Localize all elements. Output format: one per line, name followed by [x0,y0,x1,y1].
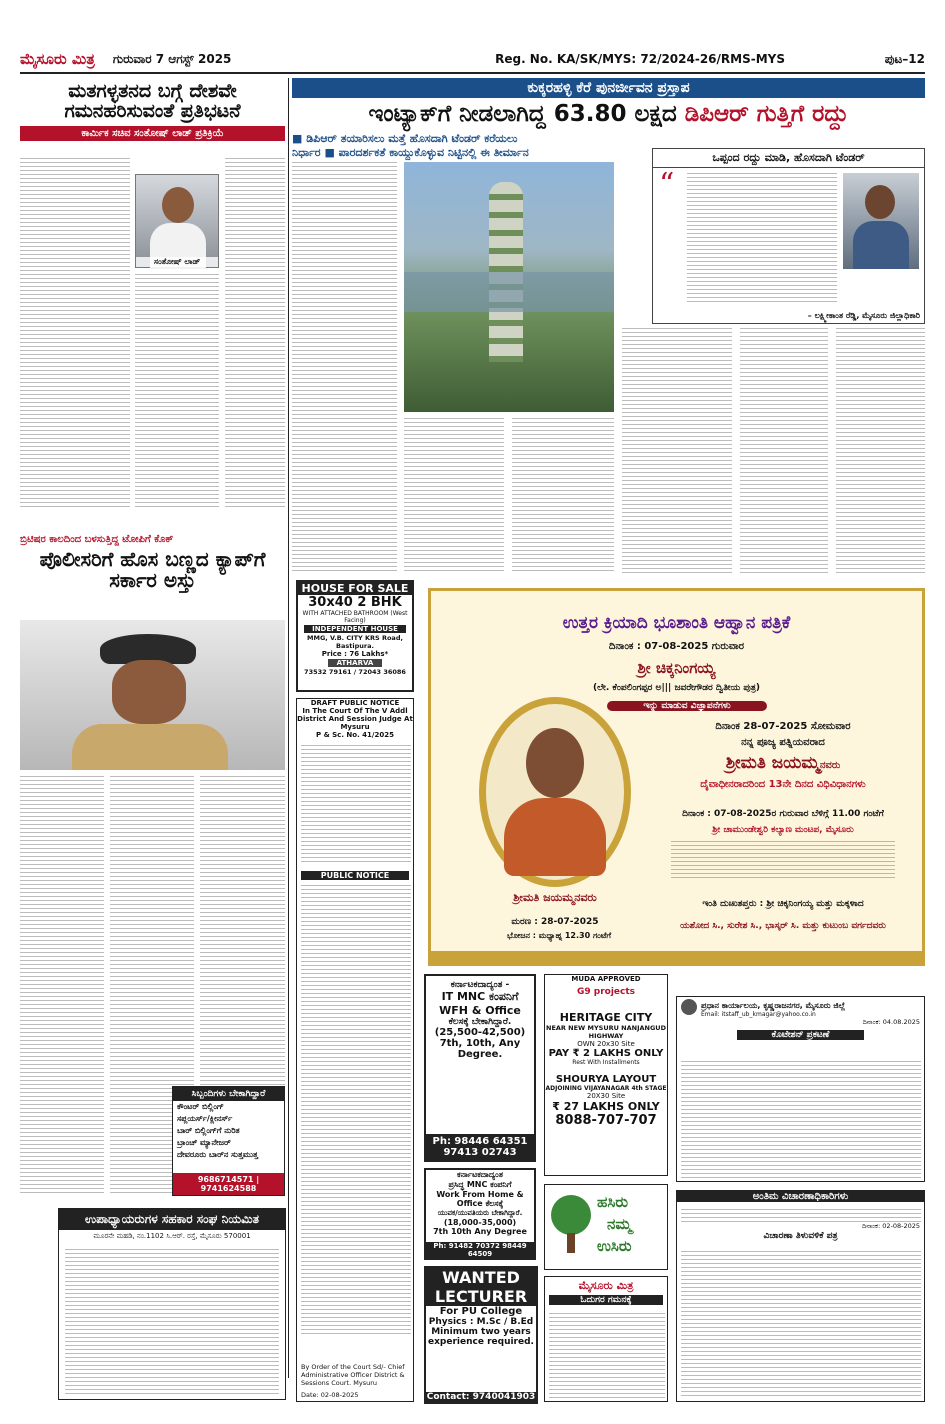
obituary-name-main: ಶ್ರೀಮತಿ ಜಯಮ್ಮ [725,753,820,773]
police-uniform [72,724,228,770]
house-ad-brand: ATHARVA [328,659,382,667]
job-ad-1-phone: Ph: 98446 64351 97413 02743 [426,1134,534,1160]
main-headline-black: ಇಂಟ್ಯಾಕ್‌ಗೆ ನೀಡಲಾಗಿದ್ದ 63.80 ಲಕ್ಷದ [368,101,677,127]
cooperative-society-ad [58,1208,286,1400]
job-ad-1-line2: IT MNC ಕಂಪನಿಗೆ [441,990,519,1003]
obituary-name-suffix: ನವರು [819,760,841,771]
obituary-banner: ಇನ್ನು ಮಾಡುವ ವಿಜ್ಞಾಪನೆಗಳು [607,701,767,711]
realty-layout-price: ₹ 27 LAKHS ONLY [552,1100,660,1113]
lad-photo [135,174,219,268]
main-story-text-col6 [836,328,925,574]
coop-ad-text [65,1249,279,1395]
obituary-footer-strip [431,951,922,963]
realty-dims: OWN 20x30 Site [577,1040,635,1048]
obituary-date: ದಿನಾಂಕ : 07-08-2025 ಗುರುವಾರ [608,641,745,652]
mitra-box-sub: ಓದುಗರ ಗಮನಕ್ಕೆ [549,1295,663,1305]
main-story-text-col3 [512,418,614,574]
obituary-photo-caption-name: ಶ್ರೀಮತಿ ಜಯಮ್ಮನವರು [513,891,597,904]
mitra-box-text [549,1313,665,1399]
quote-box [652,148,925,324]
house-ad-price: Price : 76 Lakhs* [321,650,389,658]
house-ad-address: MMG, V.B. CITY KRS Road, Bastipura. [307,634,403,650]
notice-court: In The Court Of The V Addl District And Session Judge At Mysuru [297,707,413,731]
wanted-line2: Physics : M.Sc / B.Ed [428,1317,534,1327]
main-story [292,78,925,578]
govt-ref: ದಿನಾಂಕ: 04.08.2025 [862,1018,920,1026]
obituary-family-line: ಯಶೋದ ಸಿ., ಸುರೇಶ ಸಿ., ಭಾಸ್ಕರ್ ಸಿ. ಮತ್ತು ಕುಟುಂಬ ವರ್ಗದವರು [680,921,886,931]
staff-ad-phone: 9686714571 | 9741624588 [173,1173,284,1195]
realty-brand: G9 projects [576,987,636,997]
main-story-text-col1 [292,162,397,574]
realty-location: NEAR NEW MYSURU NANJANGUD HIGHWAY [546,1024,666,1040]
notice-body-text [301,885,411,1335]
wanted-title-2: LECTURER [426,1287,536,1306]
green-slogan-ad [544,1184,668,1270]
main-story-headline [292,102,925,126]
main-story-subhead-1: ■ ಡಿಪಿಆರ್ ತಯಾರಿಸಲು ಮತ್ತೆ ಹೊಸದಾಗಿ ಟೆಂಡರ್ ಕರೆಯಲು [292,132,518,146]
obituary-photo-face [526,728,584,798]
realty-layout-loc: ADJOINING VIJAYANAGAR 4th STAGE [545,1085,667,1092]
job-ad-1-qual: 7th, 10th, Any Degree. [439,1038,521,1060]
left-story-1-text-col3 [225,158,285,510]
dc-photo-face [865,185,895,219]
left-story-1 [20,78,285,518]
house-ad-title: HOUSE FOR SALE [298,582,412,595]
dc-photo [843,173,919,269]
masthead [20,48,925,70]
main-story-text-col2 [404,418,504,574]
govt-email: Email: itstaff_ub_kmagar@yahoo.co.in [701,1011,816,1018]
job-ad-2 [424,1168,536,1260]
obituary-invitation [428,588,925,966]
wanted-contact: Contact: 9740041903 [426,1392,536,1402]
draft-public-notice [296,698,414,1402]
job-ad-2-line4: ಯುವಕ/ಯುವತಿಯರು ಬೇಕಾಗಿದ್ದಾರೆ. [437,1209,523,1217]
job-ad-2-phone: Ph: 91482 70372 98449 64509 [426,1242,534,1258]
job-ad-2-line1: ಕರ್ನಾಟಕದಾದ್ಯಂತ [457,1170,503,1179]
main-story-text-col4 [622,328,732,574]
quote-box-text [687,173,837,303]
realty-rest: Rest With Installments [572,1059,640,1066]
job-ad-1-line1: ಕರ್ನಾಟಕದಾದ್ಯಂತ - [450,980,510,990]
tree-trunk-icon [567,1233,575,1253]
green-line-1: ಹಸಿರು [597,1193,629,1211]
main-story-kicker: ಕುಕ್ಕರಹಳ್ಳಿ ಕೆರೆ ಪುನರ್ಜೀವನ ಪ್ರಸ್ತಾಪ [292,78,925,98]
job-ad-1 [424,974,536,1162]
job-ad-1-line4: ಕೆಲಸಕ್ಕೆ ಬೇಕಾಗಿದ್ದಾರೆ. [448,1017,512,1027]
job-ad-2-line3: Work From Home & Office ಕೆಲಸಕ್ಕೆ [436,1190,524,1208]
job-ad-2-line2: ಪ್ರಸಿದ್ಧ MNC ಕಂಪನಿಗೆ [448,1180,512,1189]
readers-notice-box [544,1276,668,1402]
police-face [112,660,186,724]
obituary-died-line: ದಿನಾಂಕ 28-07-2025 ಸೋಮವಾರ [715,721,851,732]
left-story-2-kicker: ಬ್ರಿಟಿಷರ ಕಾಲದಿಂದ ಬಳಸುತ್ತಿದ್ದ ಟೋಪಿಗೆ ಕೊಕ್ [20,534,174,545]
final-heading: ಅಂತಿಮ ವಿಚಾರಣಾಧಿಕಾರಿಗಳು [677,1191,924,1202]
staff-ad-item-0: ಕೌಂಟರ್ ಬಿಲ್ಲಿಂಗ್ [177,1102,224,1111]
wanted-sub: For PU College [439,1306,523,1317]
house-ad-sub: WITH ATTACHED BATHROOM (West Facing) [302,610,408,624]
final-notice-text [681,1251,921,1399]
staff-wanted-ad [172,1086,285,1196]
obituary-host-sub: (ಲೇ. ಕೆಂಪಲಿಂಗಪ್ಪರ ಅ||| ಜವರೇಗೌಡರ ದ್ವಿತೀಯ ಪುತ್ರ) [592,683,761,693]
govt-emblem-icon [681,999,697,1015]
final-ref: ದಿನಾಂಕ: 02-08-2025 [862,1222,920,1230]
obituary-photo-saree [504,798,606,876]
realty-approved: MUDA APPROVED [571,975,641,983]
government-quotation-notice [676,996,925,1182]
final-hearing-notice [676,1190,925,1402]
left-story-1-headline: ಮತಗಳ್ಳತನದ ಬಗ್ಗೆ ದೇಶವೇ ಗಮನಹರಿಸುವಂತೆ ಪ್ರತಿಭಟನೆ [64,80,241,122]
realty-ad [544,974,668,1176]
wanted-lecturer-ad [424,1266,538,1404]
obituary-host-line: ಇಂತಿ ದುಃಖತಪ್ತರು : ಶ್ರೀ ಚಿಕ್ಕನಿಂಗಯ್ಯ ಮತ್ತು ಮಕ್ಕಳಾದ [702,899,864,909]
kukkarahalli-lake-photo [404,162,614,412]
dc-photo-shirt [853,221,909,269]
paper-name: ಮೈಸೂರು ಮಿತ್ರ [20,50,95,68]
realty-phone: 8088-707-707 [555,1113,657,1128]
final-notice-intro [681,1209,921,1223]
obituary-title: ಉತ್ತರ ಕ್ರಿಯಾದಿ ಭೂಶಾಂತಿ ಆಹ್ವಾನ ಪತ್ರಿಕೆ [562,613,791,633]
page-number: ಪುಟ–12 [884,51,925,66]
staff-ad-item-1: ಸಪ್ಲಯರ್ಸ್/ಕ್ಲೀನರ್ಸ್ [177,1114,233,1123]
green-line-3: ಉಸಿರು [597,1237,632,1255]
main-story-text-col5 [740,328,828,574]
house-ad-tag: INDEPENDENT HOUSE [304,625,406,633]
lad-photo-caption: ಸಂತೋಷ್ ಲಾಡ್ [136,257,218,267]
notice-petitioners-text [301,745,411,865]
quote-box-attribution: – ಲಕ್ಷ್ಮೀಕಾಂತ ರೆಡ್ಡಿ, ಮೈಸೂರು ಜಿಲ್ಲಾಧಿಕಾರಿ [807,311,920,320]
obituary-venue: ಶ್ರೀ ಚಾಮುಂಡೇಶ್ವರಿ ಕಲ್ಯಾಣ ಮಂಟಪ, ಮೈಸೂರು [712,825,854,835]
registration-number: Reg. No. KA/SK/MYS: 72/2024-26/RMS-MYS [495,52,785,66]
realty-layout: SHOURYA LAYOUT [555,1074,657,1085]
wanted-title-1: WANTED [426,1268,536,1287]
obituary-red-line: ದೈವಾಧೀನರಾದರಿಂದ 13ನೇ ದಿನದ ವಿಧಿವಿಧಾನಗಳು [700,779,866,790]
staff-ad-item-4: ದೇವರೂರು ಬಾರ್‌ನ ಸುತ್ತಮುತ್ತ [177,1150,258,1159]
staff-ad-item-3: ಬ್ರಾಂಚ್ ಮ್ಯಾನೇಜರ್ [177,1138,231,1147]
mitra-box-title: ಮೈಸೂರು ಮಿತ್ರ [578,1279,634,1292]
lake-water [404,272,614,312]
obituary-meal-line: ಭೋಜನ : ಮಧ್ಯಾಹ್ನ 12.30 ಗಂಟೆಗೆ [506,931,612,940]
job-ad-2-qual: 7th 10th Any Degree [433,1227,527,1236]
masthead-rule [20,72,925,74]
job-ad-2-salary: (18,000-35,000) [443,1218,517,1227]
obituary-name [643,753,923,773]
left-story-1-text-col2 [135,274,219,510]
house-ad-phone: 73532 79161 / 72043 36086 [304,668,406,676]
obituary-venue-text [671,841,895,881]
realty-name: HERITAGE CITY [559,1011,653,1024]
coop-ad-sub: ಮೂರನೇ ಮಹಡಿ, ನಂ.1102 ಸಿ.ಆರ್. ರಸ್ತೆ, ಮೈಸೂರು 570001 [93,1232,251,1240]
job-ad-1-salary: (25,500-42,500) [434,1027,526,1038]
left-story-2-headline: ಪೊಲೀಸರಿಗೆ ಹೊಸ ಬಣ್ಣದ ಕ್ಯಾಪ್‌ಗೆ ಸರ್ಕಾರ ಅಸ್ತು [39,547,266,592]
tree-icon [551,1195,591,1235]
staff-ad-title: ಸಿಬ್ಬಂದಿಗಳು ಬೇಕಾಗಿದ್ದಾರೆ [173,1087,284,1101]
govt-tender-heading: ಕೊಟೇಶನ್ ಪ್ರಕಟಣೆ [737,1030,864,1040]
house-for-sale-ad [296,580,414,692]
realty-pay: PAY ₹ 2 LAKHS ONLY [548,1048,664,1059]
quote-box-title: ಒಪ್ಪಂದ ರದ್ದು ಮಾಡಿ, ಹೊಸದಾಗಿ ಟೆಂಡರ್ [653,149,924,168]
house-ad-size: 30x40 2 BHK [308,595,402,610]
final-sub: ವಿಚಾರಣಾ ತಿಳುವಳಿಕೆ ಪತ್ರ [763,1231,838,1241]
wanted-line3: Minimum two years experience required. [428,1327,534,1347]
job-ad-1-line3: WFH & Office [439,1004,521,1017]
notice-heading-2: PUBLIC NOTICE [301,871,409,880]
column-rule-left [288,78,289,1378]
obituary-host: ಶ್ರೀ ಚಿಕ್ಕನಿಂಗಯ್ಯ [637,659,716,677]
notice-date: Date: 02-08-2025 [301,1391,359,1399]
govt-notice-text [681,1061,921,1179]
obituary-photo-caption-death: ಮರಣ : 28-07-2025 [511,917,599,927]
left-story-2-text-col1 [20,776,104,1194]
quote-mark-icon: “ [659,167,675,202]
notice-title: DRAFT PUBLIC NOTICE [310,699,400,707]
lad-photo-figure [162,187,194,223]
govt-title: ಪ್ರಧಾನ ಕಾರ್ಯಾಲಯ, ಕೃಷ್ಣರಾಜನಗರ, ಮೈಸೂರು ಜಿಲ್ಲೆ [701,1001,846,1010]
notice-case: P & Sc. No. 41/2025 [316,731,394,739]
staff-ad-item-2: ಬಾರ್ ಬಿಲ್ಲಿಂಗ್‌ಗೆ ನುರಿತ [177,1126,240,1135]
green-line-2: ನಮ್ಮ [607,1215,632,1233]
obituary-photo-frame [479,697,631,887]
coop-ad-title: ಉಪಾಧ್ಯಾಯರುಗಳ ಸಹಕಾರ ಸಂಘ ನಿಯಮಿತ [59,1209,285,1230]
main-headline-red: ಡಿಪಿಆರ್ ಗುತ್ತಿಗೆ ರದ್ದು [684,101,849,127]
realty-layout-dims: 20X30 Site [586,1092,626,1100]
obituary-relation: ನನ್ನ ಪೂಜ್ಯ ಪತ್ನಿಯವರಾದ [741,737,825,748]
notice-footer: By Order of the Court Sd/- Chief Administrative Officer District & Sessions Court. Mysuru [301,1363,405,1387]
left-story-1-text-col1 [20,158,130,510]
police-photo [20,620,285,770]
left-story-1-kicker: ಕಾರ್ಮಿಕ ಸಚಿವ ಸಂತೋಷ್ ಲಾಡ್ ಪ್ರತಿಕ್ರಿಯೆ [20,126,285,141]
main-story-subhead-2: ನಿರ್ಧಾರ ■ ಪಾರದರ್ಶಕತೆ ಕಾಯ್ದುಕೊಳ್ಳುವ ನಿಟ್ಟಿನಲ್ಲಿ ಈ ತೀರ್ಮಾನ [292,146,529,160]
obituary-ritual-line: ದಿನಾಂಕ : 07-08-2025ರ ಗುರುವಾರ ಬೆಳಿಗ್ಗೆ 11.00 ಗಂಟೆಗೆ [682,809,884,819]
issue-date: ಗುರುವಾರ 7 ಆಗಸ್ಟ್ 2025 [112,51,232,66]
